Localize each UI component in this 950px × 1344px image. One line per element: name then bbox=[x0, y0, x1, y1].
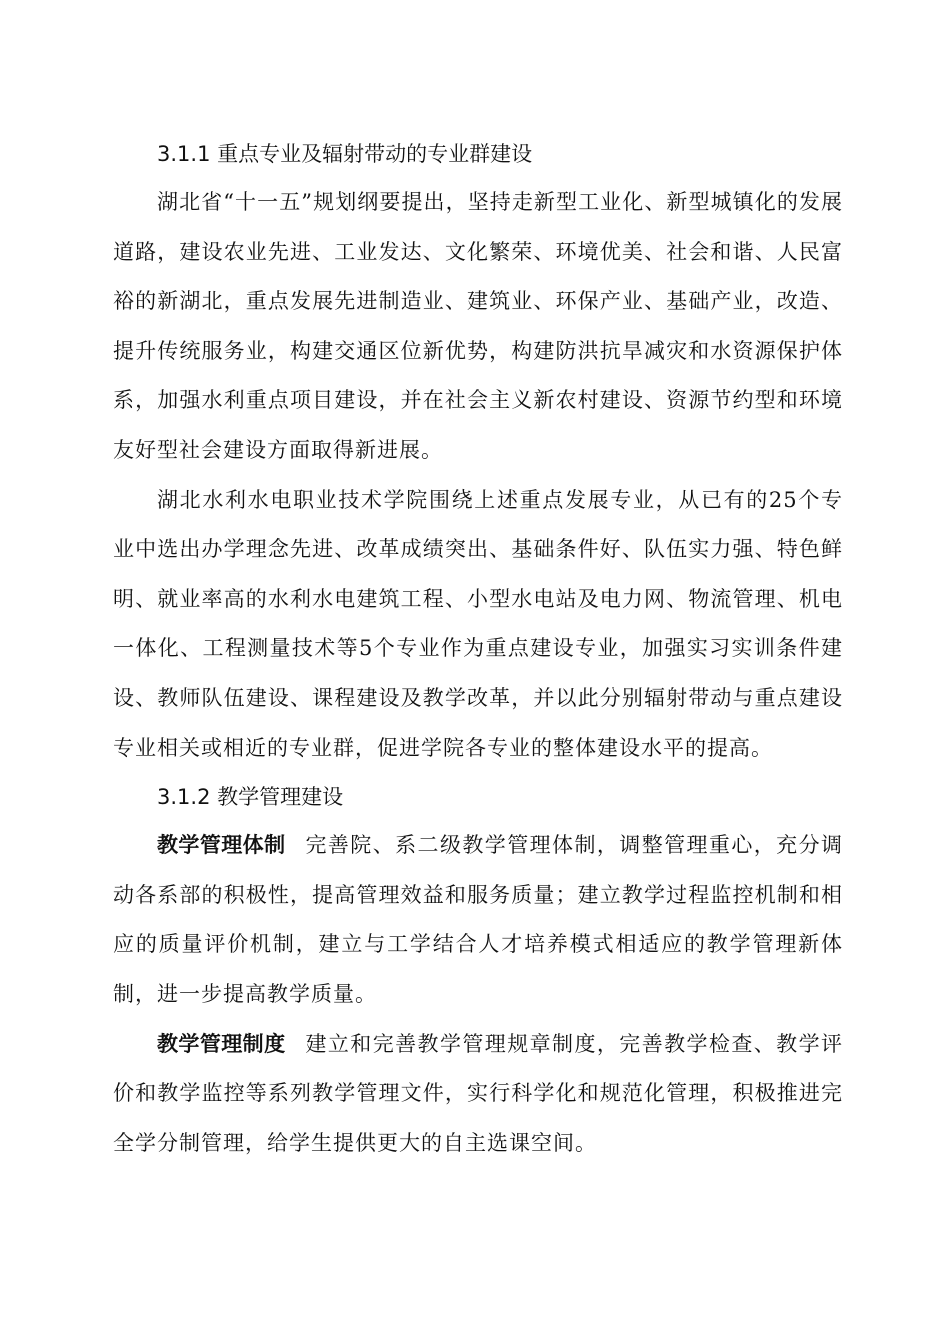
section-heading-3-1-2 bbox=[113, 773, 843, 821]
document-body bbox=[113, 130, 843, 1168]
section-number: 3.1.1 bbox=[157, 142, 211, 166]
paragraph-teaching-system bbox=[113, 821, 843, 1019]
paragraph: 湖北省“十一五”规划纲要提出，坚持走新型工业化、新型城镇化的发展道路，建设农业先进、工业发达、文化繁荣、环境优美、社会和谐、人民富裕的新湖北，重点发展先进制造业、建筑业、环保产业、基础产业，改造、提升传统服务业，构建交通区位新优势，构建防洪抗旱减灾和水资源保护体系，加强水利重点项目建设，并在社会主义新农村建设、资源节约型和环境友好型社会建设方面取得新进展。 bbox=[113, 190, 843, 462]
section-title: 教学管理建设 bbox=[217, 785, 344, 810]
section-title: 重点专业及辐射带动的专业群建设 bbox=[217, 142, 533, 166]
section-number: 3.1.2 bbox=[157, 785, 211, 810]
paragraph-lead-term: 教学管理体制 bbox=[157, 833, 286, 858]
section-heading-3-1-1 bbox=[113, 130, 843, 178]
paragraph-lead-term: 教学管理制度 bbox=[157, 1031, 286, 1056]
paragraph-text: 建立和完善教学管理规章制度，完善教学检查、教学评价和教学监控等系列教学管理文件，实行科学化和规范化管理，积极推进完全学分制管理，给学生提供更大的自主选课空间。 bbox=[113, 1031, 843, 1155]
paragraph: 湖北水利水电职业技术学院围绕上述重点发展专业，从已有的25个专业中选出办学理念先进、改革成绩突出、基础条件好、队伍实力强、特色鲜明、就业率高的水利水电建筑工程、小型水电站及电力网、物流管理、机电一体化、工程测量技术等5个专业作为重点建设专业，加强实习实训条件建设、教师队伍建设、课程建设及教学改革，并以此分别辐射带动与重点建设专业相关或相近的专业群，促进学院各专业的整体建设水平的提高。 bbox=[113, 487, 843, 760]
paragraph-text: 完善院、系二级教学管理体制，调整管理重心，充分调动各系部的积极性，提高管理效益和服务质量；建立教学过程监控机制和相应的质量评价机制，建立与工学结合人才培养模式相适应的教学管理新体制，进一步提高教学质量。 bbox=[113, 833, 843, 1006]
paragraph-teaching-rules bbox=[113, 1020, 843, 1169]
